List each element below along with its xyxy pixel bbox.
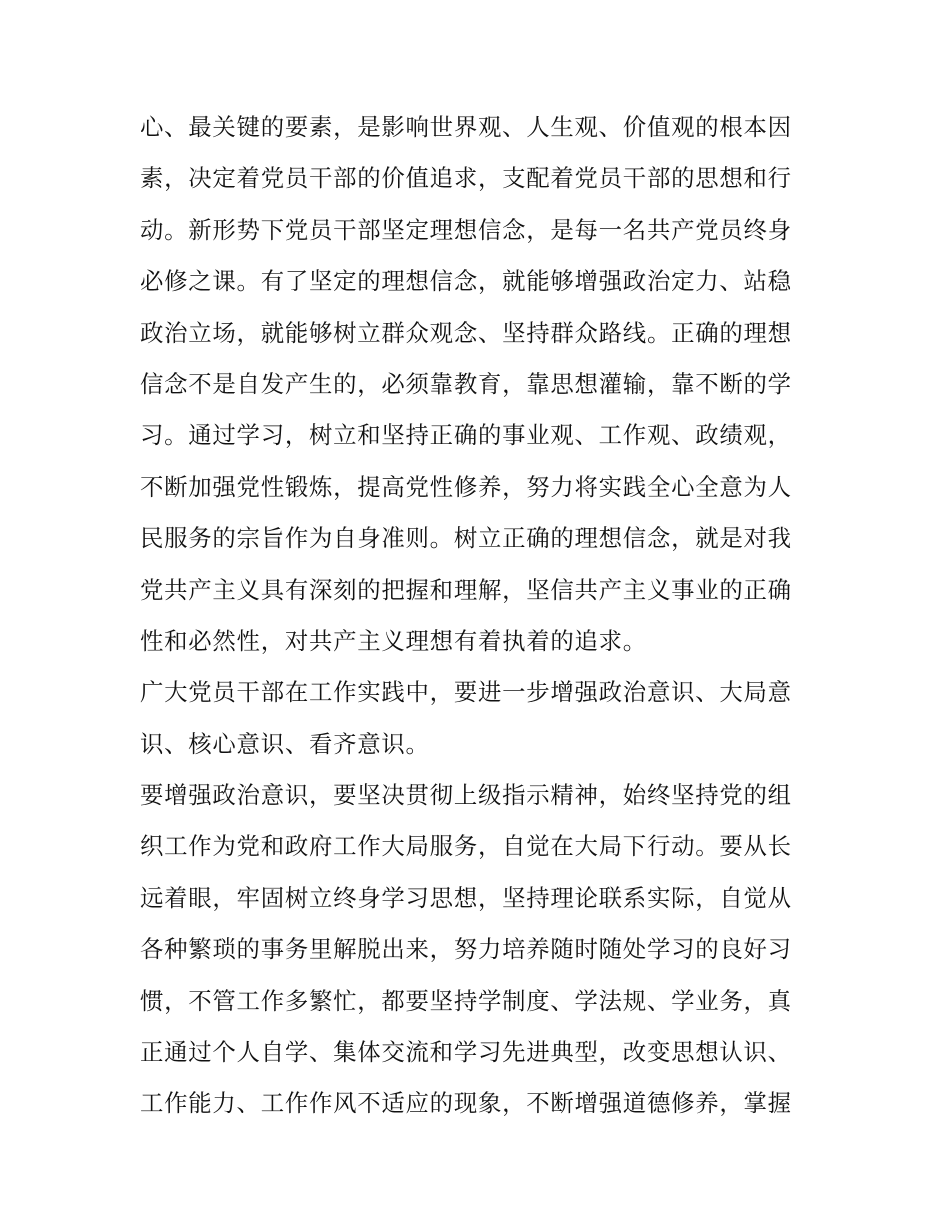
text-line: 织工作为党和政府工作大局服务，自觉在大局下行动。要从长 bbox=[140, 832, 792, 861]
text-line: 动。新形势下党员干部坚定理想信念，是每一名共产党员终身 bbox=[140, 215, 792, 244]
text-line: 性和必然性，对共产主义理想有着执着的追求。 bbox=[140, 626, 647, 655]
body-text bbox=[140, 102, 812, 1130]
text-line: 不断加强党性锻炼，提高党性修养，努力将实践全心全意为人 bbox=[140, 472, 792, 501]
text-line: 远着眼，牢固树立终身学习思想，坚持理论联系实际，自觉从 bbox=[140, 883, 792, 912]
text-line: 习。通过学习，树立和坚持正确的事业观、工作观、政绩观， bbox=[140, 421, 792, 450]
text-line: 识、核心意识、看齐意识。 bbox=[140, 729, 430, 758]
text-line: 民服务的宗旨作为自身准则。树立正确的理想信念，就是对我 bbox=[140, 524, 792, 553]
text-line: 正通过个人自学、集体交流和学习先进典型，改变思想认识、 bbox=[140, 1038, 792, 1067]
text-line: 工作能力、工作作风不适应的现象，不断增强道德修养，掌握 bbox=[140, 1089, 792, 1118]
text-line: 要增强政治意识，要坚决贯彻上级指示精神，始终坚持党的组 bbox=[140, 781, 792, 810]
text-line: 政治立场，就能够树立群众观念、坚持群众路线。正确的理想 bbox=[140, 318, 792, 347]
text-line: 素，决定着党员干部的价值追求，支配着党员干部的思想和行 bbox=[140, 164, 792, 193]
text-line: 信念不是自发产生的，必须靠教育，靠思想灌输，靠不断的学 bbox=[140, 369, 792, 398]
text-line: 心、最关键的要素，是影响世界观、人生观、价值观的根本因 bbox=[140, 113, 792, 141]
text-line: 惯，不管工作多繁忙，都要坚持学制度、学法规、学业务，真 bbox=[140, 986, 792, 1015]
text-line: 必修之课。有了坚定的理想信念，就能够增强政治定力、站稳 bbox=[140, 267, 792, 296]
text-line: 党共产主义具有深刻的把握和理解，坚信共产主义事业的正确 bbox=[140, 575, 792, 604]
text-line: 广大党员干部在工作实践中，要进一步增强政治意识、大局意 bbox=[140, 678, 792, 707]
text-line: 各种繁琐的事务里解脱出来，努力培养随时随处学习的良好习 bbox=[140, 935, 792, 964]
